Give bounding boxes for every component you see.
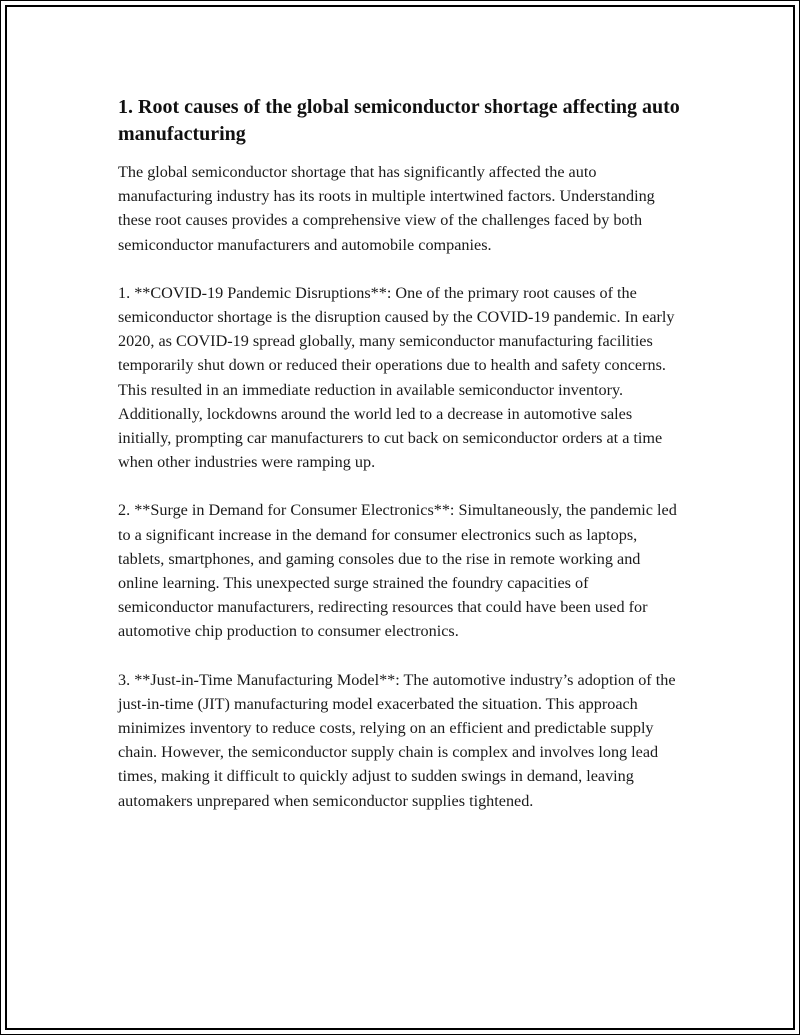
document-body bbox=[118, 94, 684, 837]
paragraph-consumer-electronics: 2. **Surge in Demand for Consumer Electronics**: Simultaneously, the pandemic led to a significant increase in the demand for consumer electronics such as laptops, tablets, smartphones, and gaming consoles due to the rise in remote working and online learning. This unexpected surge strained the foundry capacities of semiconductor manufacturers, redirecting resources that could have been used for automotive chip production to consumer electronics. bbox=[118, 501, 677, 641]
paragraph-covid-disruptions: 1. **COVID-19 Pandemic Disruptions**: One of the primary root causes of the semiconductor shortage is the disruption caused by the COVID-19 pandemic. In early 2020, as COVID-19 spread globally, many semiconductor manufacturing facilities temporarily shut down or reduced their operations due to health and safety concerns. This resulted in an immediate reduction in available semiconductor inventory. Additionally, lockdowns around the world led to a decrease in automotive sales initially, prompting car manufacturers to cut back on semiconductor orders at a time when other industries were ramping up. bbox=[118, 283, 675, 472]
section-heading: 1. Root causes of the global semiconductor shortage affecting auto manufacturing bbox=[118, 96, 680, 145]
paragraph-just-in-time: 3. **Just-in-Time Manufacturing Model**: The automotive industry’s adoption of the just-in-time (JIT) manufacturing model exacerbated the situation. This approach minimizes inventory to reduce costs, relying on an efficient and predictable supply chain. However, the semiconductor supply chain is complex and involves long lead times, making it difficult to quickly adjust to sudden swings in demand, leaving automakers unprepared when semiconductor supplies tightened. bbox=[118, 670, 676, 810]
intro-paragraph: The global semiconductor shortage that has significantly affected the auto manufacturing industry has its roots in multiple intertwined factors. Understanding these root causes provides a comprehensive view of the challenges faced by both semiconductor manufacturers and automobile companies. bbox=[118, 163, 655, 254]
